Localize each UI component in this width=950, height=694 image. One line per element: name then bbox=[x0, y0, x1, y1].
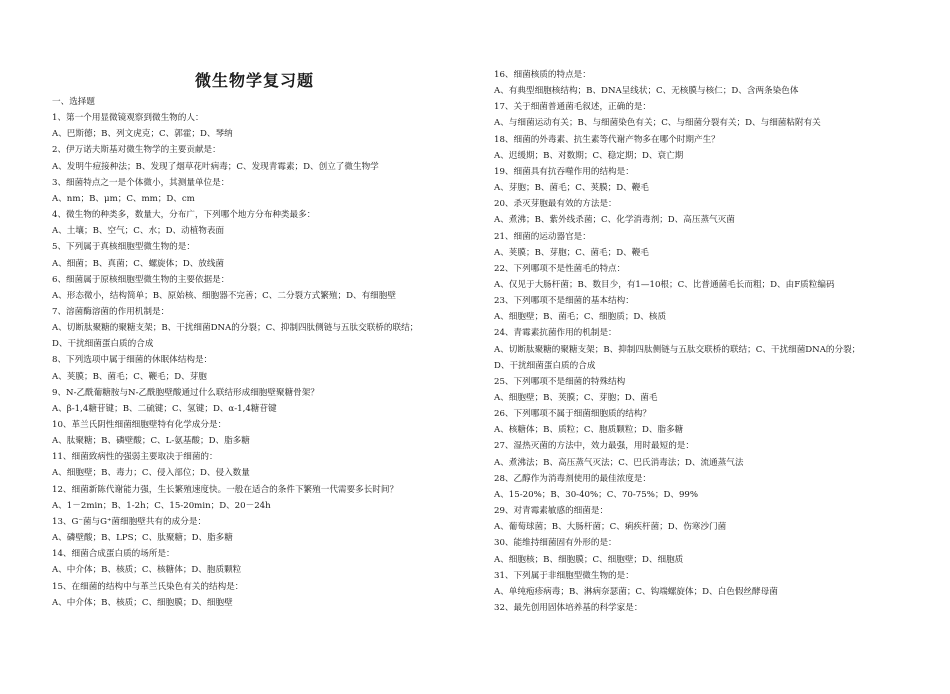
answer-line: A、仅见于大肠杆菌；B、数目少，有1—10根；C、比普通菌毛长而粗；D、由F质粒编码 bbox=[494, 279, 835, 290]
question-line: 26、下列哪项不属于细菌细胞质的结构？ bbox=[494, 409, 652, 420]
answer-line: A、发明牛痘接种法；B、发现了烟草花叶病毒；C、发现青霉素；D、创立了微生物学 bbox=[52, 161, 379, 172]
answer-line: A、与细菌运动有关；B、与细菌染色有关；C、与细菌分裂有关；D、与细菌粘附有关 bbox=[494, 118, 821, 129]
question-line: 一、选择题 bbox=[52, 97, 95, 107]
answer-line: A、中介体；B、核质；C、细胞膜；D、细胞壁 bbox=[52, 597, 233, 608]
question-line: 15、在细菌的结构中与革兰氏染色有关的结构是： bbox=[52, 581, 244, 592]
question-line: 4、微生物的种类多，数量大，分布广，下列哪个地方分布种类最多： bbox=[52, 210, 316, 221]
question-line: 20、杀灭芽胞最有效的方法是： bbox=[494, 199, 617, 210]
answer-line: A、15-20%；B、30-40%；C、70-75%；D、99% bbox=[494, 489, 699, 500]
question-line: 14、细菌合成蛋白质的场所是： bbox=[52, 549, 175, 560]
answer-line: A、切断肽聚糖的聚糖支架；B、抑制四肽侧链与五肽交联桥的联结；C、干扰细菌DNA的分裂； bbox=[494, 344, 861, 355]
answer-line: A、芽胞；B、菌毛；C、荚膜；D、鞭毛 bbox=[494, 183, 649, 194]
question-line: 21、细菌的运动器官是： bbox=[494, 231, 591, 242]
question-line: 32、最先创用固体培养基的科学家是： bbox=[494, 602, 643, 613]
question-line: 7、溶菌酶溶菌的作用机制是： bbox=[52, 306, 170, 317]
question-line: 18、细菌的外毒素、抗生素等代谢产物多在哪个时期产生？ bbox=[494, 134, 720, 145]
question-line: 24、青霉素抗菌作用的机制是： bbox=[494, 328, 617, 339]
question-line: 2、伊万诺夫斯基对微生物学的主要贡献是： bbox=[52, 145, 221, 156]
answer-line: A、细胞壁；B、毒力；C、侵入部位；D、侵入数量 bbox=[52, 468, 250, 479]
question-line: 29、对青霉素敏感的细菌是： bbox=[494, 506, 609, 517]
question-line: 28、乙醇作为消毒剂使用的最佳浓度是： bbox=[494, 473, 652, 484]
question-line: 1、第一个用显微镜观察到微生物的人： bbox=[52, 113, 204, 124]
answer-line: D、干扰细菌蛋白质的合成 bbox=[494, 360, 596, 371]
answer-line: A、单纯疱疹病毒；B、淋病奈瑟菌；C、钩端螺旋体；D、白色假丝酵母菌 bbox=[494, 586, 778, 597]
answer-line: A、磷壁酸；B、LPS；C、肽聚糖；D、脂多糖 bbox=[52, 533, 233, 544]
answer-line: A、迟缓期；B、对数期；C、稳定期；D、衰亡期 bbox=[494, 150, 684, 161]
question-line: 9、N-乙酰葡糖胺与N-乙酰胞壁酸通过什么联结形成细胞壁聚糖骨架？ bbox=[52, 387, 319, 398]
answer-line: A、巴斯德；B、列文虎克；C、郭霍；D、琴纳 bbox=[52, 129, 233, 140]
question-line: 16、细菌核质的特点是： bbox=[494, 70, 591, 80]
document-title: 微生物学复习题 bbox=[195, 71, 315, 90]
question-line: 3、细菌特点之一是个体微小，其测量单位是： bbox=[52, 177, 230, 188]
answer-line: A、土壤；B、空气；C、水；D、动植物表面 bbox=[52, 226, 225, 237]
question-line: 11、细菌致病性的强弱主要取决于细菌的： bbox=[52, 452, 218, 463]
answer-line: A、细胞核；B、细胞膜；C、细胞壁；D、细胞质 bbox=[494, 554, 684, 565]
answer-line: A、nm；B、μm；C、mm；D、cm bbox=[52, 193, 195, 204]
answer-line: A、形态微小，结构简单；B、原始核、细胞器不完善；C、二分裂方式繁殖；D、有细胞壁 bbox=[52, 290, 396, 301]
question-line: 5、下列属于真核细胞型微生物的是： bbox=[52, 242, 195, 253]
question-line: 30、能维持细菌固有外形的是： bbox=[494, 538, 617, 549]
answer-line: A、葡萄球菌；B、大肠杆菌；C、痢疾杆菌；D、伤寒沙门菌 bbox=[494, 522, 727, 533]
answer-line: A、细胞壁；B、菌毛；C、细胞质；D、核质 bbox=[494, 312, 667, 323]
answer-line: A、细胞壁；B、荚膜；C、芽胞；D、菌毛 bbox=[494, 393, 658, 403]
question-line: 25、下列哪项不是细菌的特殊结构 bbox=[494, 376, 626, 387]
answer-line: A、肽聚糖；B、磷壁酸；C、L-氨基酸；D、脂多糖 bbox=[52, 436, 250, 447]
question-line: 31、下列属于非细胞型微生物的是： bbox=[494, 570, 634, 581]
question-line: 23、下列哪项不是细菌的基本结构： bbox=[494, 296, 634, 307]
answer-line: A、切断肽聚糖的聚糖支架；B、干扰细菌DNA的分裂；C、抑制四肽侧链与五肽交联桥的联结； bbox=[52, 323, 419, 334]
question-line: 13、G⁻菌与G⁺菌细胞壁共有的成分是： bbox=[52, 516, 207, 527]
answer-line: D、干扰细菌蛋白质的合成 bbox=[52, 339, 154, 350]
answer-line: A、有典型细胞核结构；B、DNA呈线状；C、无核膜与核仁；D、含两条染色体 bbox=[494, 86, 799, 97]
question-line: 10、革兰氏阴性细菌细胞壁特有化学成分是： bbox=[52, 420, 227, 430]
answer-line: A、煮沸法；B、高压蒸气灭法；C、巴氏消毒法；D、流通蒸气法 bbox=[494, 457, 744, 468]
answer-line: A、荚膜；B、芽胞；C、菌毛；D、鞭毛 bbox=[494, 247, 649, 258]
answer-line: A、中介体；B、核质；C、核糖体；D、胞质颗粒 bbox=[52, 565, 242, 576]
question-line: 8、下列选项中属于细菌的休眠体结构是： bbox=[52, 355, 213, 366]
answer-line: A、1－2min；B、1-2h；C、15-20min；D、20－24h bbox=[52, 500, 271, 511]
answer-line: A、细菌；B、真菌；C、螺旋体；D、放线菌 bbox=[52, 258, 225, 269]
question-line: 17、关于细菌普通菌毛叙述，正确的是： bbox=[494, 102, 652, 113]
question-line: 27、湿热灭菌的方法中，效力最强，用时最短的是： bbox=[494, 441, 694, 452]
question-line: 22、下列哪项不是性菌毛的特点： bbox=[494, 263, 626, 274]
answer-line: A、煮沸；B、紫外线杀菌；C、化学消毒剂；D、高压蒸气灭菌 bbox=[494, 215, 735, 226]
question-line: 6、细菌属于原核细胞型微生物的主要依据是： bbox=[52, 274, 230, 285]
question-line: 19、细菌具有抗吞噬作用的结构是： bbox=[494, 166, 634, 177]
answer-line: A、荚膜；B、菌毛；C、鞭毛；D、芽胞 bbox=[52, 371, 207, 382]
answer-line: A、β-1,4糖苷键；B、二硫键；C、氢键；D、α-1,4糖苷键 bbox=[52, 403, 277, 414]
answer-line: A、核糖体；B、质粒；C、胞质颗粒；D、脂多糖 bbox=[494, 425, 684, 436]
question-line: 12、细菌新陈代谢能力强，生长繁殖速度快。一般在适合的条件下繁殖一代需要多长时间？ bbox=[52, 484, 399, 495]
